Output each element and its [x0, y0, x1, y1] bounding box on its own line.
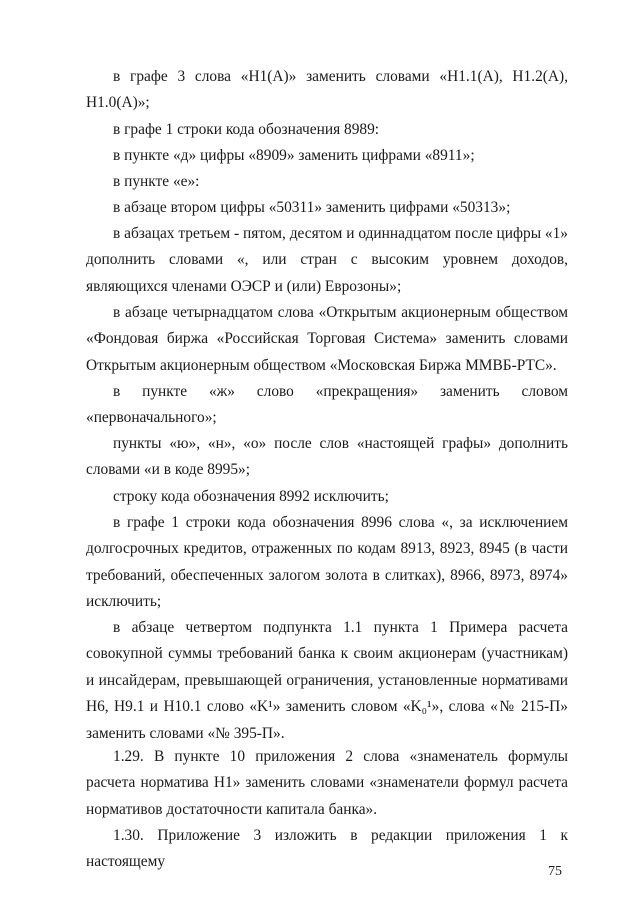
- paragraph-9: пункты «ю», «н», «о» после слов «настоящей графы» дополнить словами «и в коде 8995»;: [86, 435, 568, 479]
- paragraph-8: в пункте «ж» слово «прекращения» заменить словом «первоначального»;: [86, 383, 568, 427]
- paragraph-6: в абзацах третьем - пятом, десятом и одиннадцатом после цифры «1» дополнить словами «, или стран с высоким уровнем доходов, являющихся членами ОЭСР и (или) Еврозоны»;: [86, 225, 568, 295]
- paragraph-10: строку кода обозначения 8992 исключить;: [113, 488, 389, 505]
- paragraph-2: в графе 1 строки кода обозначения 8989:: [113, 121, 380, 138]
- paragraph-12: в абзаце четвертом подпункта 1.1 пункта 1 Примера расчета совокупной суммы требований банка к своим акционерам (участникам) и инсайдерам, превышающей ограничения, установленные нормативами Н6, Н9.1 и Н10.1 слово «K¹» заменить словом «K₀¹», слова «№ 215-П» заменить словами «№ 395-П».: [86, 619, 568, 742]
- paragraph-5: в абзаце втором цифры «50311» заменить цифрами «50313»;: [113, 199, 511, 216]
- page-number: 75: [548, 864, 562, 879]
- paragraph-11: в графе 1 строки кода обозначения 8996 слова «, за исключением долгосрочных кредитов, отраженных по кодам 8913, 8923, 8945 (в части требований, обеспеченных залогом золота в слитках), 8966, 8973, 8974» исключить;: [86, 514, 568, 611]
- paragraph-3: в пункте «д» цифры «8909» заменить цифрами «8911»;: [113, 147, 475, 164]
- paragraph-4: в пункте «е»:: [113, 173, 200, 190]
- paragraph-13: 1.29. В пункте 10 приложения 2 слова «знаменатель формулы расчета норматива Н1» заменить словами «знаменатели формул расчета нормативов достаточности капитала банка».: [86, 748, 568, 818]
- paragraph-1: в графе 3 слова «Н1(А)» заменить словами «Н1.1(А), Н1.2(А), Н1.0(А)»;: [86, 68, 568, 112]
- paragraph-14: 1.30. Приложение 3 изложить в редакции приложения 1 к настоящему: [86, 827, 568, 871]
- paragraph-7: в абзаце четырнадцатом слова «Открытым акционерным обществом «Фондовая биржа «Российская Торговая Система» заменить словами Открытым акционерным обществом «Московская Биржа ММВБ-РТС».: [86, 304, 568, 374]
